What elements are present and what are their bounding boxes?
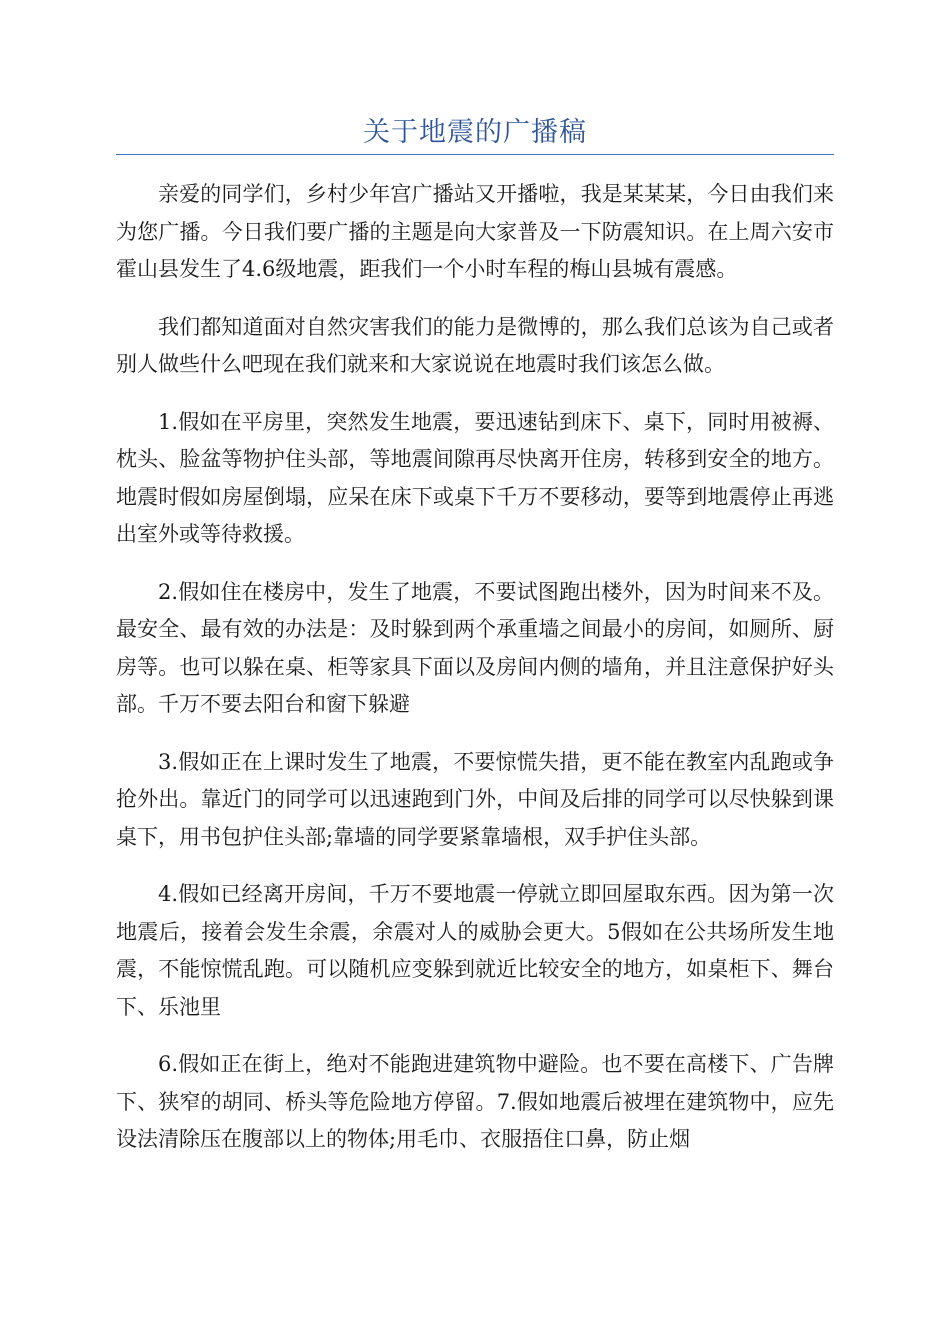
document-body — [116, 176, 834, 1179]
paragraph-tip-2: 2.假如住在楼房中，发生了地震，不要试图跑出楼外，因为时间来不及。最安全、最有效的办法是：及时躲到两个承重墙之间最小的房间，如厕所、厨房等。也可以躲在桌、柜等家具下面以及房间内侧的墙角，并且注意保护好头部。千万不要去阳台和窗下躲避 — [116, 579, 834, 716]
paragraph-tip-3: 3.假如正在上课时发生了地震，不要惊慌失措，更不能在教室内乱跑或争抢外出。靠近门的同学可以迅速跑到门外，中间及后排的同学可以尽快躲到课桌下，用书包护住头部;靠墙的同学要紧靠墙根，双手护住头部。 — [116, 749, 834, 849]
paragraph-overview: 我们都知道面对自然灾害我们的能力是微博的，那么我们总该为自己或者别人做些什么吧现在我们就来和大家说说在地震时我们该怎么做。 — [116, 314, 834, 376]
title-underline — [116, 154, 834, 155]
paragraph-tip-6-7: 6.假如正在街上，绝对不能跑进建筑物中避险。也不要在高楼下、广告牌下、狭窄的胡同、桥头等危险地方停留。7.假如地震后被埋在建筑物中，应先设法清除压在腹部以上的物体;用毛巾、衣服捂住口鼻，防止烟 — [116, 1052, 834, 1151]
paragraph-tip-4-5: 4.假如已经离开房间，千万不要地震一停就立即回屋取东西。因为第一次地震后，接着会发生余震，余震对人的威胁会更大。5假如在公共场所发生地震，不能惊慌乱跑。可以随机应变躲到就近比较安全的地方，如桌柜下、舞台下、乐池里 — [116, 882, 834, 1019]
paragraph-tip-1: 1.假如在平房里，突然发生地震，要迅速钻到床下、桌下，同时用被褥、枕头、脸盆等物护住头部，等地震间隙再尽快离开住房，转移到安全的地方。地震时假如房屋倒塌，应呆在床下或桌下千万不要移动，要等到地震停止再逃出室外或等待救援。 — [116, 409, 834, 546]
paragraph-intro: 亲爱的同学们，乡村少年宫广播站又开播啦，我是某某某，今日由我们来为您广播。今日我们要广播的主题是向大家普及一下防震知识。在上周六安市霍山县发生了4.6级地震，距我们一个小时车程的梅山县城有震感。 — [116, 182, 834, 281]
document-title: 关于地震的广播稿 — [363, 117, 587, 148]
